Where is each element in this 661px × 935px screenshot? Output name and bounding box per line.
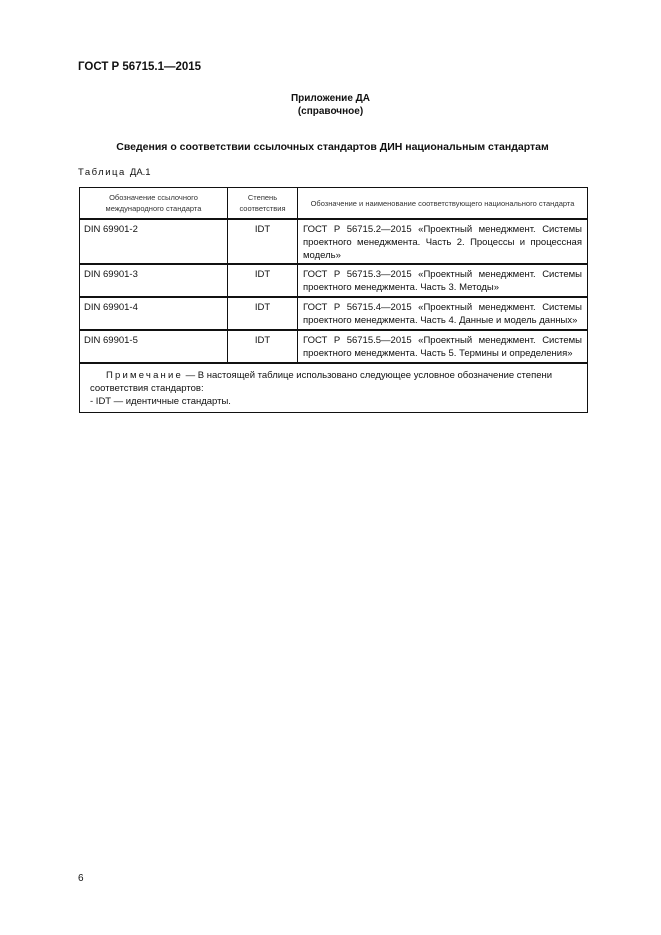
table-row xyxy=(80,297,588,330)
annex-status: (справочное) xyxy=(297,106,364,117)
header-international-standard: Обозначение ссылочного международного стандарта xyxy=(80,188,228,220)
table-caption-number: ДА.1 xyxy=(129,167,151,178)
cell-degree: IDT xyxy=(228,297,298,330)
table-note-row xyxy=(80,363,588,413)
header-national-standard: Обозначение и наименование соответствующего национального стандарта xyxy=(298,188,588,220)
annex-heading: Сведения о соответствии ссылочных стандартов ДИН национальным стандартам xyxy=(116,141,549,153)
document-id: ГОСТ Р 56715.1—2015 xyxy=(78,61,202,73)
cell-national-standard: ГОСТ Р 56715.5—2015 «Проектный менеджмент. Системы проектного менеджмента. Часть 5. Термины и определения» xyxy=(298,330,588,363)
cell-national-standard: ГОСТ Р 56715.3—2015 «Проектный менеджмент. Системы проектного менеджмента. Часть 3. Методы» xyxy=(298,264,588,297)
cell-international-standard: DIN 69901-3 xyxy=(80,264,228,297)
cell-degree: IDT xyxy=(228,219,298,264)
annex-title: Приложение ДА xyxy=(290,93,371,104)
header-degree-of-correspondence: Степень соответствия xyxy=(228,188,298,220)
table-header-row xyxy=(80,188,588,220)
note-label: Примечание xyxy=(106,370,183,381)
table-caption xyxy=(78,167,151,178)
note-item: - IDT — идентичные стандарты. xyxy=(90,396,231,407)
cell-international-standard: DIN 69901-4 xyxy=(80,297,228,330)
table-row xyxy=(80,219,588,264)
page-number: 6 xyxy=(78,873,84,884)
cell-degree: IDT xyxy=(228,264,298,297)
table-note xyxy=(80,363,588,413)
standards-correspondence-table xyxy=(79,187,588,413)
table-row xyxy=(80,330,588,363)
cell-degree: IDT xyxy=(228,330,298,363)
cell-national-standard: ГОСТ Р 56715.4—2015 «Проектный менеджмент. Системы проектного менеджмента. Часть 4. Данные и модель данных» xyxy=(298,297,588,330)
annex-header xyxy=(0,92,661,118)
table-caption-label: Таблица xyxy=(78,167,126,178)
table-row xyxy=(80,264,588,297)
cell-international-standard: DIN 69901-5 xyxy=(80,330,228,363)
cell-international-standard: DIN 69901-2 xyxy=(80,219,228,264)
cell-national-standard: ГОСТ Р 56715.2—2015 «Проектный менеджмент. Системы проектного менеджмента. Часть 2. Процессы и процессная модель» xyxy=(298,219,588,264)
note-text: — В настоящей таблице использовано следующее условное обозначение степени соответствия стандартов: xyxy=(90,370,553,394)
